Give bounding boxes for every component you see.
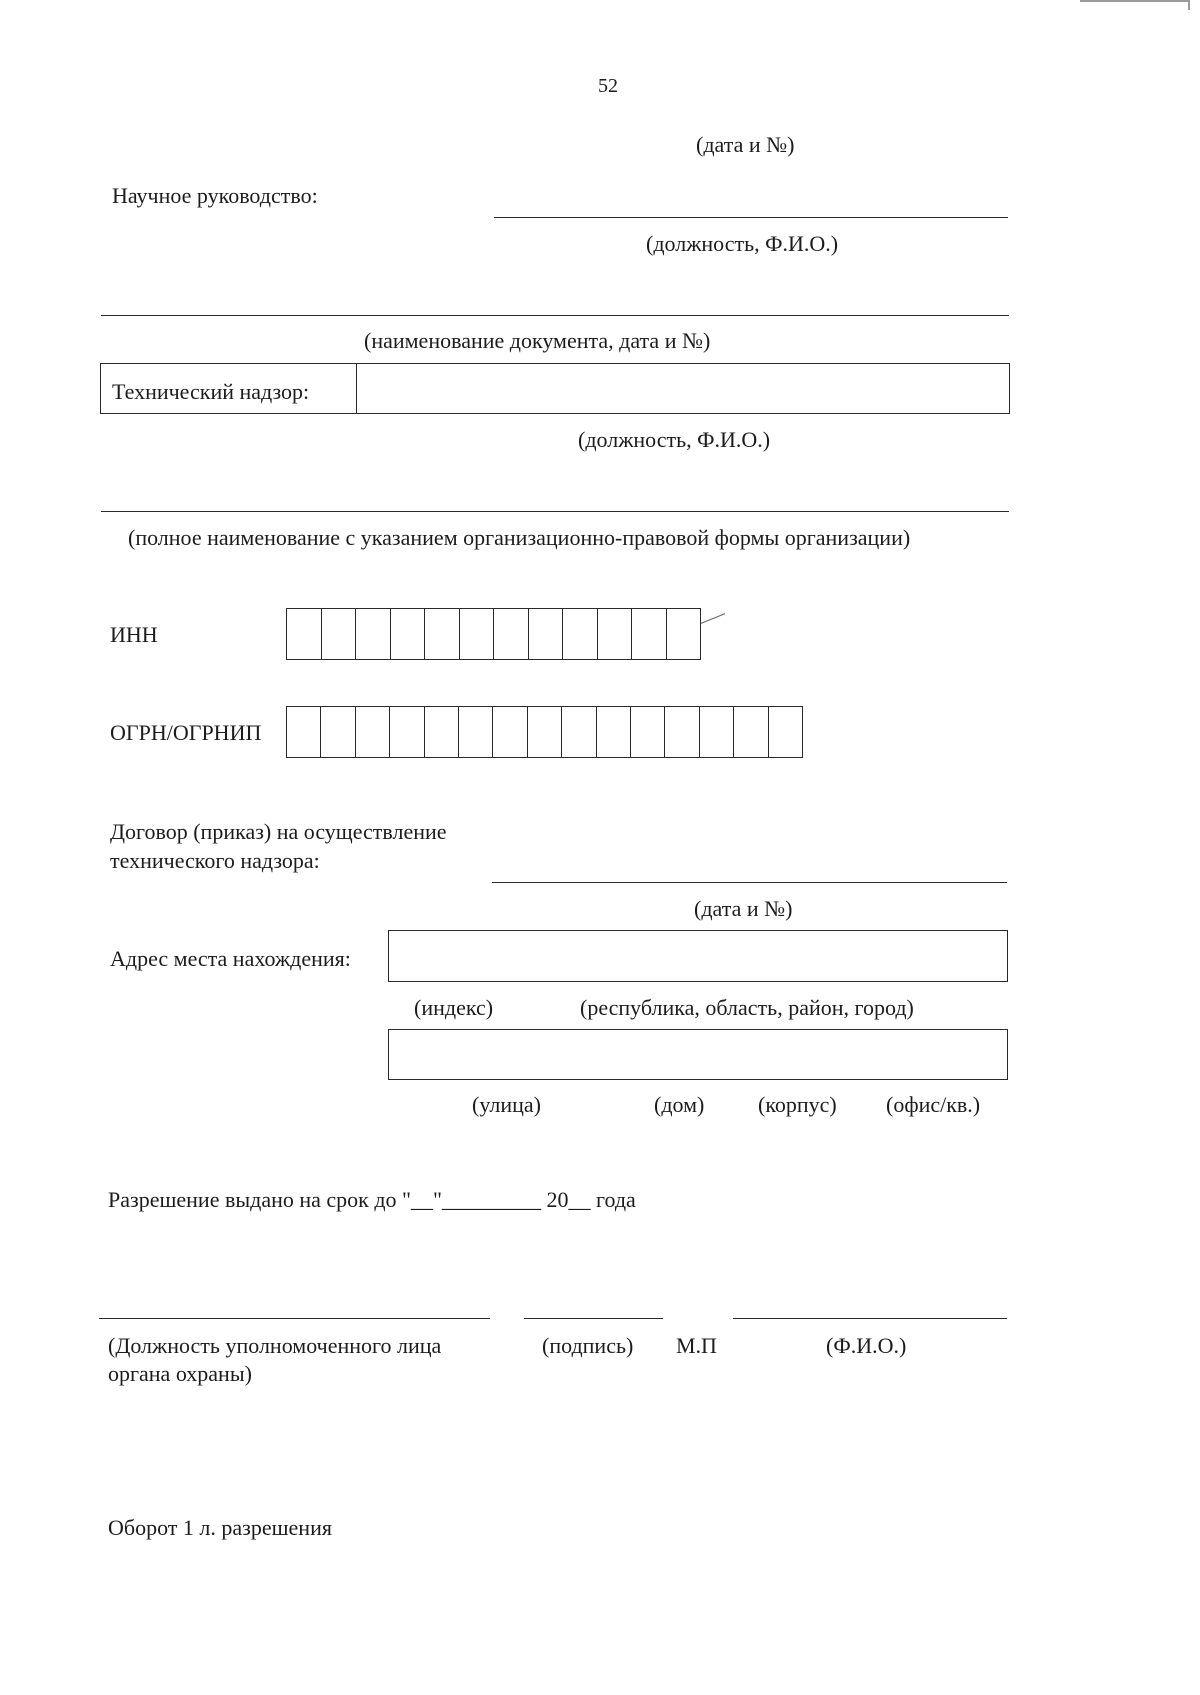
address-house-caption: (дом)	[654, 1092, 705, 1117]
scan-edge-mark	[1080, 0, 1190, 2]
fio-signature-line[interactable]	[733, 1318, 1007, 1319]
inn-label: ИНН	[110, 622, 158, 647]
ogrn-cell[interactable]	[459, 707, 493, 757]
address-region-field[interactable]	[388, 930, 1008, 982]
address-label: Адрес места нахождения:	[110, 946, 351, 971]
address-street-field[interactable]	[388, 1029, 1008, 1080]
inn-cell[interactable]	[391, 609, 426, 659]
ogrn-cell[interactable]	[390, 707, 424, 757]
stamp-caption: М.П	[676, 1333, 717, 1358]
ogrn-cell[interactable]	[631, 707, 665, 757]
ogrn-cell[interactable]	[769, 707, 802, 757]
inn-cells[interactable]	[286, 608, 701, 660]
ogrn-cell[interactable]	[734, 707, 768, 757]
inn-cell[interactable]	[598, 609, 633, 659]
signature-caption: (подпись)	[542, 1333, 634, 1358]
ogrn-cell[interactable]	[356, 707, 390, 757]
technical-supervision-field[interactable]	[358, 365, 1008, 412]
inn-cell[interactable]	[632, 609, 667, 659]
inn-cell[interactable]	[287, 609, 322, 659]
ogrn-cell[interactable]	[700, 707, 734, 757]
address-region-caption: (республика, область, район, город)	[580, 995, 914, 1020]
technical-supervision-divider	[356, 363, 357, 414]
address-street-caption: (улица)	[472, 1092, 541, 1117]
address-building-caption: (корпус)	[758, 1092, 837, 1117]
technical-supervision-caption: (должность, Ф.И.О.)	[578, 427, 771, 452]
ogrn-cell[interactable]	[425, 707, 459, 757]
pen-mark	[701, 613, 725, 624]
fio-caption: (Ф.И.О.)	[826, 1333, 907, 1358]
ogrn-label: ОГРН/ОГРНИП	[110, 720, 262, 745]
page-number: 52	[598, 75, 618, 97]
inn-cell[interactable]	[563, 609, 598, 659]
document-line[interactable]	[101, 315, 1009, 316]
scientific-supervision-label: Научное руководство:	[112, 183, 318, 208]
organization-line[interactable]	[101, 511, 1009, 512]
address-office-caption: (офис/кв.)	[886, 1092, 981, 1117]
inn-cell[interactable]	[667, 609, 701, 659]
inn-cell[interactable]	[529, 609, 564, 659]
contract-line[interactable]	[492, 882, 1007, 883]
ogrn-cell[interactable]	[562, 707, 596, 757]
inn-cell[interactable]	[494, 609, 529, 659]
scan-edge-mark	[1188, 0, 1190, 10]
signature-line[interactable]	[524, 1318, 663, 1319]
organization-caption: (полное наименование с указанием организационно-правовой формы организации)	[128, 525, 911, 550]
document-caption: (наименование документа, дата и №)	[364, 328, 711, 353]
inn-cell[interactable]	[322, 609, 357, 659]
scientific-supervision-caption: (должность, Ф.И.О.)	[646, 231, 839, 256]
ogrn-cell[interactable]	[597, 707, 631, 757]
footer-text: Оборот 1 л. разрешения	[108, 1515, 332, 1540]
ogrn-cell[interactable]	[287, 707, 321, 757]
contract-label-line1: Договор (приказ) на осуществление	[110, 819, 447, 844]
position-caption-line2: органа охраны)	[108, 1361, 252, 1386]
contract-label-line2: технического надзора:	[110, 848, 320, 873]
ogrn-cell[interactable]	[528, 707, 562, 757]
technical-supervision-label: Технический надзор:	[112, 379, 310, 404]
inn-cell[interactable]	[425, 609, 460, 659]
permit-term-text: Разрешение выдано на срок до "__"_________ 20__ года	[108, 1187, 636, 1212]
ogrn-cell[interactable]	[321, 707, 355, 757]
inn-cell[interactable]	[460, 609, 495, 659]
contract-caption: (дата и №)	[694, 896, 793, 921]
inn-cell[interactable]	[356, 609, 391, 659]
ogrn-cells[interactable]	[286, 706, 803, 758]
ogrn-cell[interactable]	[665, 707, 699, 757]
scientific-supervision-line[interactable]	[494, 217, 1008, 218]
address-index-caption: (индекс)	[414, 995, 494, 1020]
date-number-caption: (дата и №)	[696, 132, 795, 157]
position-signature-line[interactable]	[99, 1318, 490, 1319]
position-caption-line1: (Должность уполномоченного лица	[108, 1333, 442, 1358]
ogrn-cell[interactable]	[493, 707, 527, 757]
